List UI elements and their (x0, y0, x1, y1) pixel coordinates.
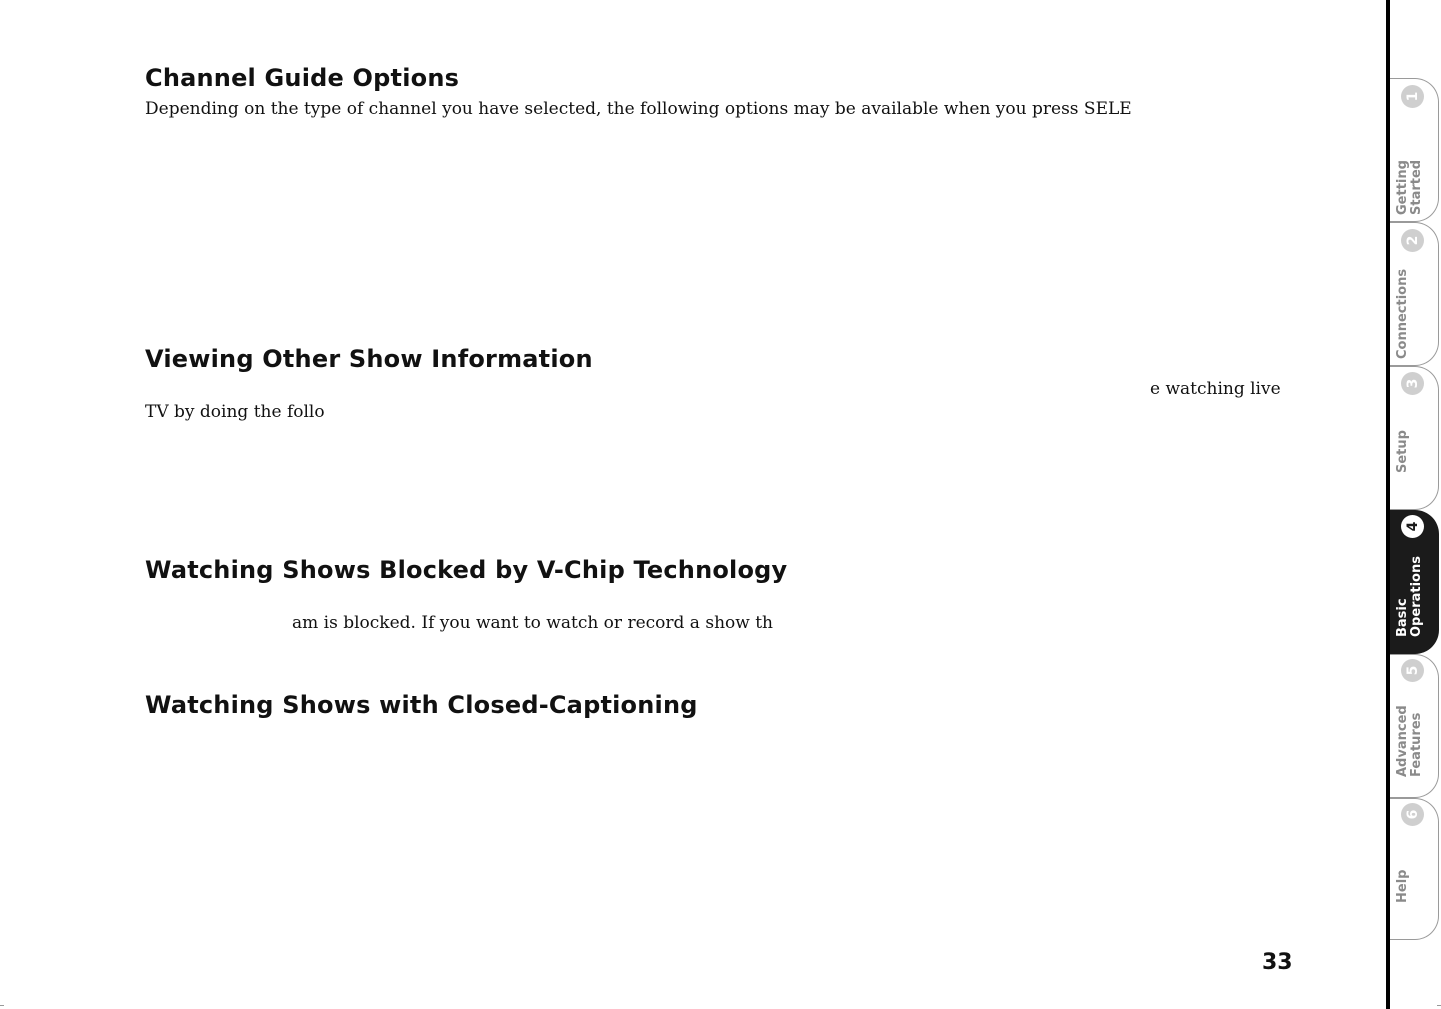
crop-mark-left (0, 1005, 4, 1006)
chapter-6-icon: 6 (1401, 803, 1424, 826)
chapter-1-icon: 1 (1401, 85, 1424, 108)
tab-basic-operations[interactable] (1390, 510, 1439, 654)
chapter-5-icon: 5 (1401, 659, 1424, 682)
tab-advanced-features-label: Advanced Features (1395, 705, 1424, 777)
tab-getting-started-label: Getting Started (1395, 159, 1424, 215)
heading-viewing-other-show-information: Viewing Other Show Information (145, 345, 593, 373)
tab-setup[interactable] (1390, 366, 1439, 510)
paragraph-viewing-info-line-1: e watching live (1150, 379, 1281, 399)
tab-basic-operations-label: Basic Operations (1395, 556, 1424, 637)
tab-getting-started[interactable] (1390, 78, 1439, 222)
paragraph-channel-guide-options: Depending on the type of channel you have selected, the following options may be available when you press SELE (145, 99, 1132, 119)
page-number: 33 (1262, 950, 1293, 975)
paragraph-v-chip: am is blocked. If you want to watch or record a show th (292, 613, 773, 633)
chapter-4-icon: 4 (1401, 515, 1424, 538)
heading-watching-shows-blocked: Watching Shows Blocked by V-Chip Technology (145, 556, 788, 584)
chapter-2-icon: 2 (1401, 229, 1424, 252)
tab-advanced-features[interactable] (1390, 654, 1439, 798)
tab-help[interactable] (1390, 798, 1439, 940)
heading-channel-guide-options: Channel Guide Options (145, 64, 460, 92)
tab-setup-label: Setup (1395, 430, 1410, 473)
chapter-3-icon: 3 (1401, 372, 1424, 395)
tab-help-label: Help (1395, 869, 1410, 903)
tab-connections-label: Connections (1395, 268, 1410, 359)
heading-closed-captioning: Watching Shows with Closed-Captioning (145, 691, 698, 719)
tab-connections[interactable] (1390, 222, 1439, 366)
crop-mark-right (1437, 1005, 1441, 1006)
paragraph-viewing-info-line-2: TV by doing the follo (145, 402, 325, 422)
